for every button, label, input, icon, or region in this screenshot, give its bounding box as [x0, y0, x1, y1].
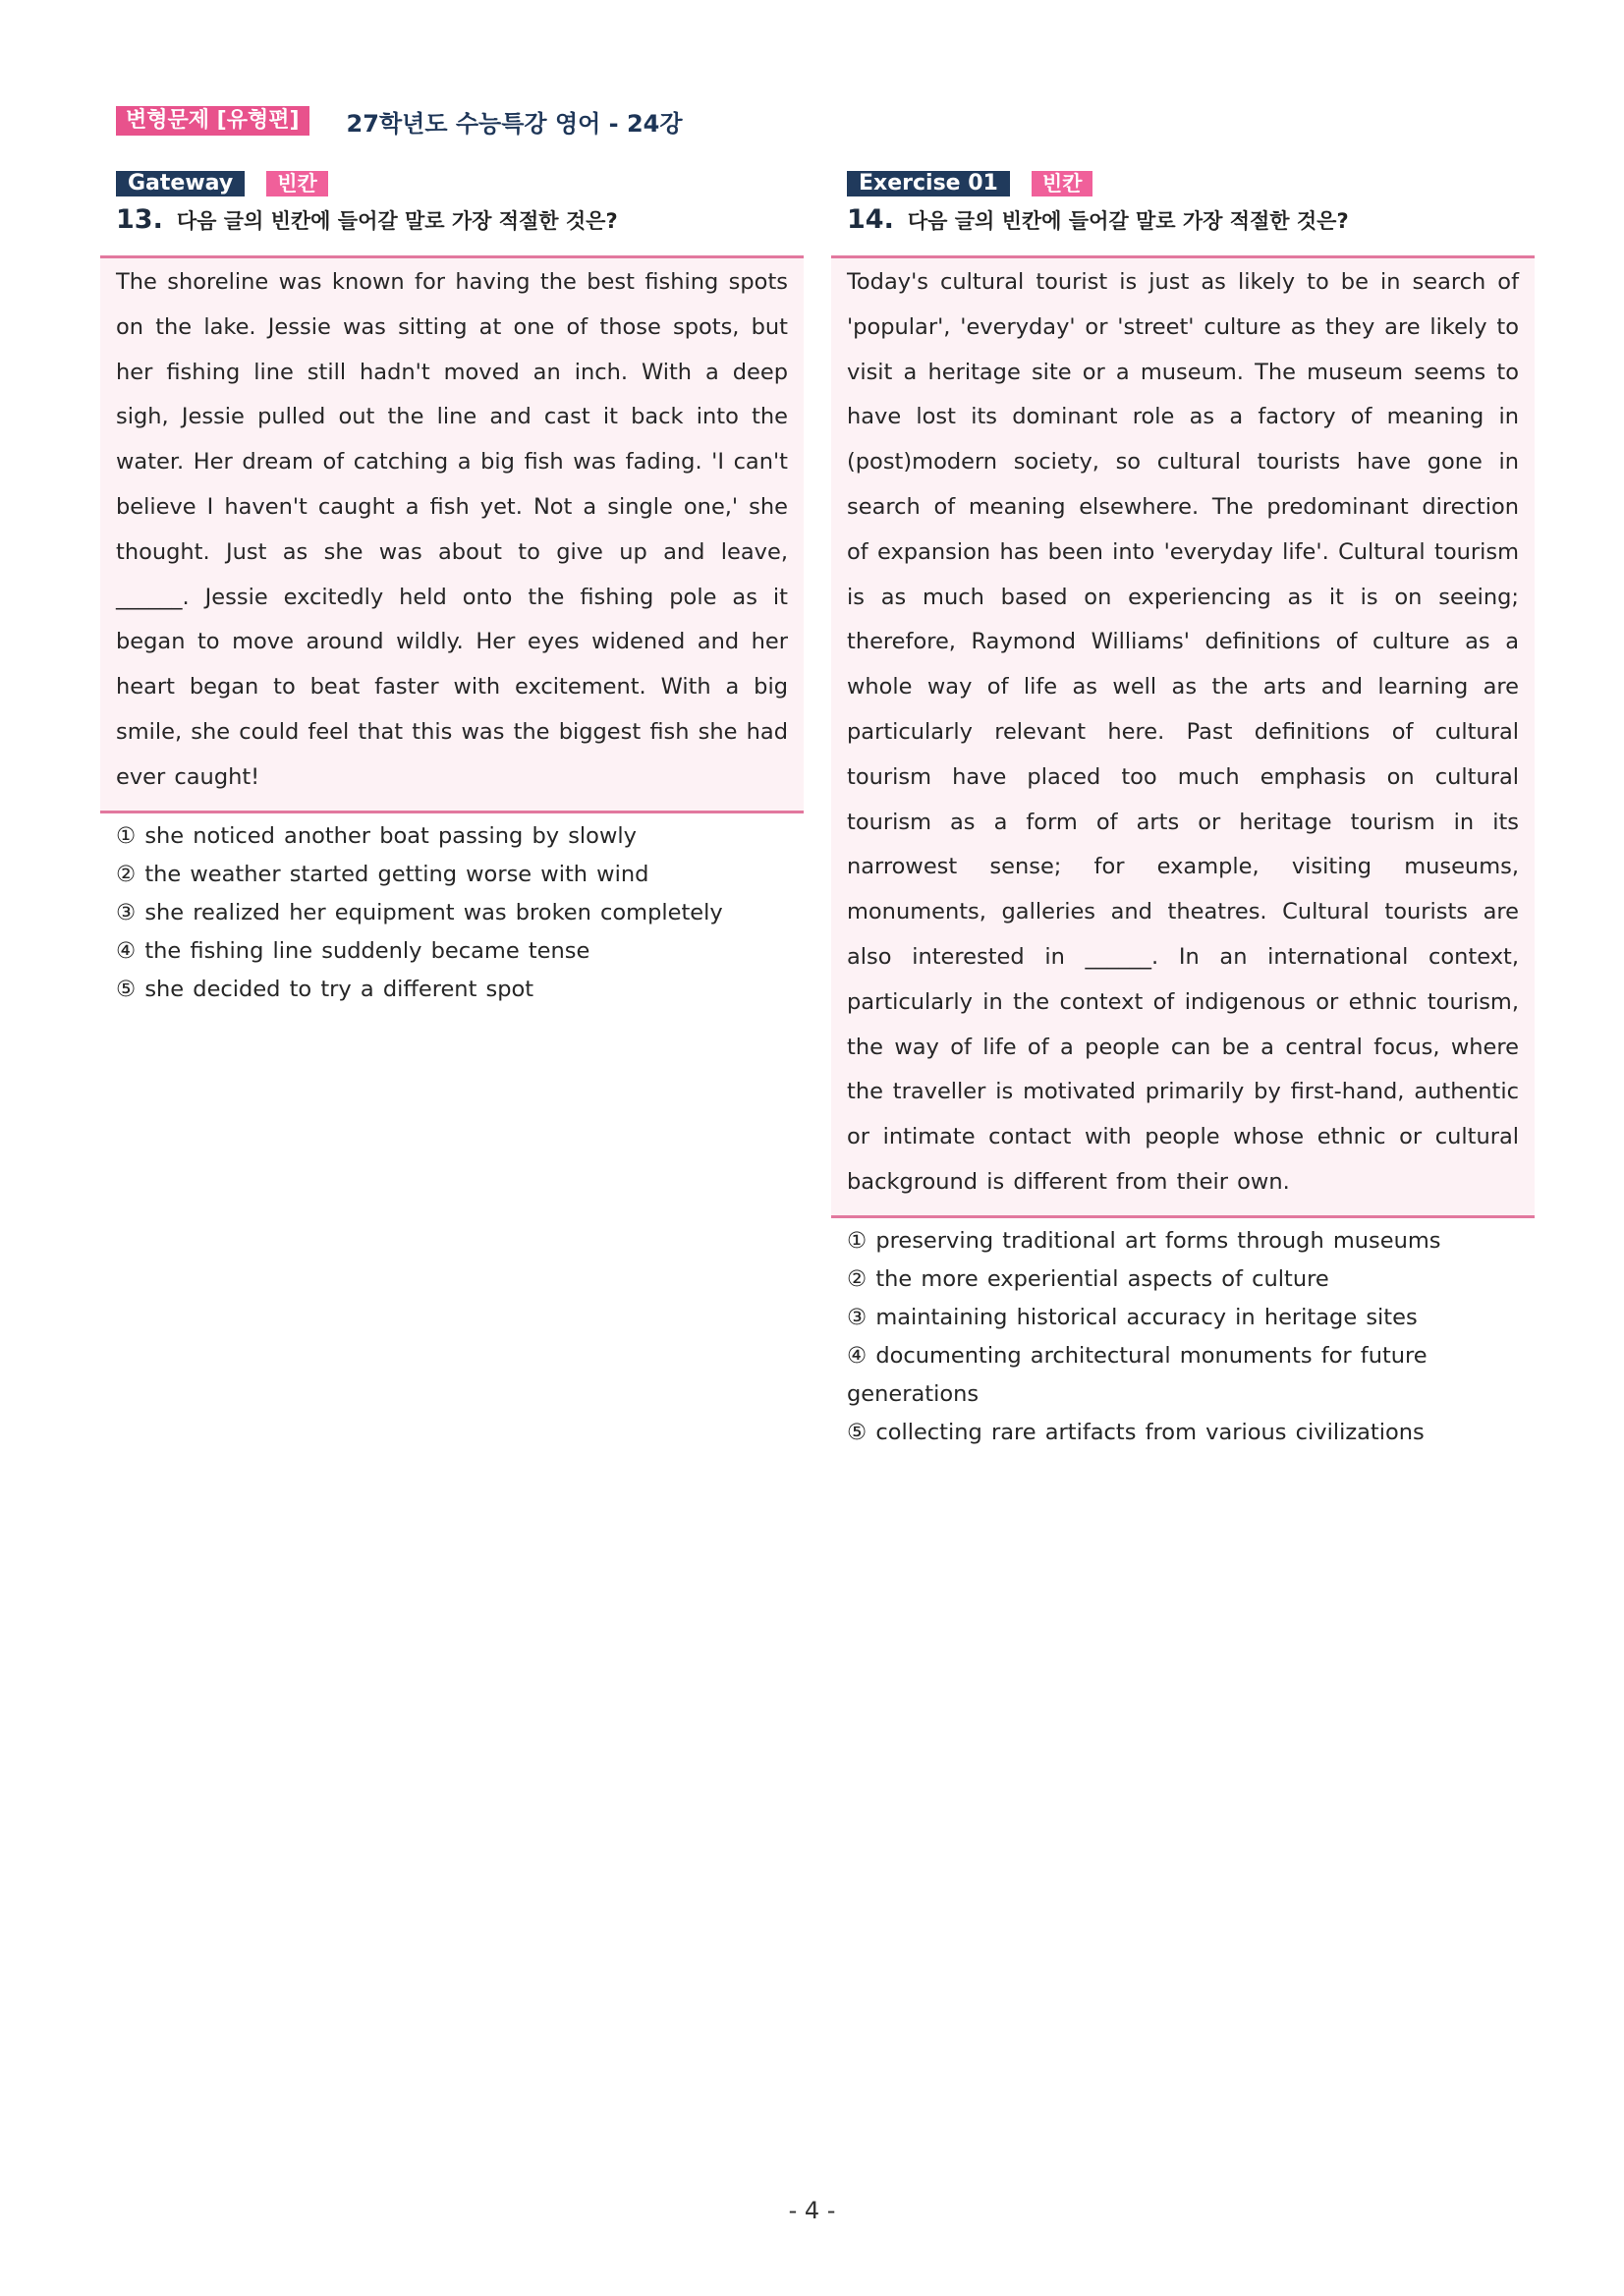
page-number: - 4 -	[788, 2197, 836, 2224]
question-number: 14.	[847, 204, 894, 235]
passage-box	[100, 255, 804, 813]
answer-choice-2[interactable]: ② the more experiential aspects of culture	[847, 1265, 1329, 1292]
answer-choice-4[interactable]: ④ the fishing line suddenly became tense	[116, 937, 590, 964]
answer-choices	[100, 817, 804, 1009]
question-number: 13.	[116, 204, 163, 235]
question-type-tag: 빈칸	[1032, 171, 1093, 196]
answer-choice-4[interactable]: ④ documenting architectural monuments for future generations	[847, 1342, 1428, 1407]
answer-choices	[831, 1222, 1535, 1452]
section-tags	[831, 171, 1535, 196]
question-heading	[100, 204, 804, 238]
passage-text: Today's cultural tourist is just as likely to be in search of 'popular', 'everyday' or 'street' culture as they are likely to visit a heritage site or a museum. The museum seems to have lost its dominant role as a factory of meaning in (post)modern society, so cultural tourists have gone in search of meaning elsewhere. The predominant direction of expansion has been into 'everyday life'. Cultural tourism is as much based on experiencing as it is on seeing; therefore, Raymond Williams' definitions of culture as a whole way of life as well as the arts and learning are particularly relevant here. Past definitions of cultural tourism have placed too much emphasis on cultural tourism as a form of arts or heritage tourism in its narrowest sense; for example, visiting museums, monuments, galleries and theatres. Cultural tourists are also interested in ______. In an international context, particularly in the context of indigenous or ethnic tourism, the way of life of a people can be a central focus, where the traveller is motivated primarily by first-hand, authentic or intimate contact with people whose ethnic or cultural background is different from their own.	[847, 269, 1519, 1195]
question-heading	[831, 204, 1535, 238]
answer-choice-1[interactable]: ① she noticed another boat passing by slowly	[116, 822, 637, 849]
answer-choice-1[interactable]: ① preserving traditional art forms through museums	[847, 1227, 1441, 1254]
passage-box	[831, 255, 1535, 1218]
answer-choice-2[interactable]: ② the weather started getting worse with wind	[116, 861, 649, 887]
answer-choice-3[interactable]: ③ she realized her equipment was broken completely	[116, 899, 723, 925]
section-tag: Gateway	[116, 171, 245, 196]
question-type-tag: 빈칸	[266, 171, 328, 196]
question-prompt: 다음 글의 빈칸에 들어갈 말로 가장 적절한 것은?	[176, 209, 618, 233]
page-header	[116, 104, 683, 138]
answer-choice-3[interactable]: ③ maintaining historical accuracy in heritage sites	[847, 1304, 1418, 1330]
question-prompt: 다음 글의 빈칸에 들어갈 말로 가장 적절한 것은?	[907, 209, 1349, 233]
category-badge: 변형문제 [유형편]	[116, 106, 309, 136]
answer-choice-5[interactable]: ⑤ collecting rare artifacts from various civilizations	[847, 1419, 1425, 1445]
passage-text: The shoreline was known for having the best fishing spots on the lake. Jessie was sitting at one of those spots, but her fishing line still hadn't moved an inch. With a deep sigh, Jessie pulled out the line and cast it back into the water. Her dream of catching a big fish was fading. 'I can't believe I haven't caught a fish yet. Not a single one,' she thought. Just as she was about to give up and leave, ______. Jessie excitedly held onto the fishing pole as it began to move around wildly. Her eyes widened and her heart began to beat faster with excitement. With a big smile, she could feel that this was the biggest fish she had ever caught!	[116, 269, 788, 790]
gateway-section	[100, 171, 804, 1009]
section-tag: Exercise 01	[847, 171, 1010, 196]
page-title: 27학년도 수능특강 영어 - 24강	[346, 109, 683, 138]
exercise-section	[831, 171, 1535, 1452]
answer-choice-5[interactable]: ⑤ she decided to try a different spot	[116, 976, 534, 1002]
section-tags	[100, 171, 804, 196]
